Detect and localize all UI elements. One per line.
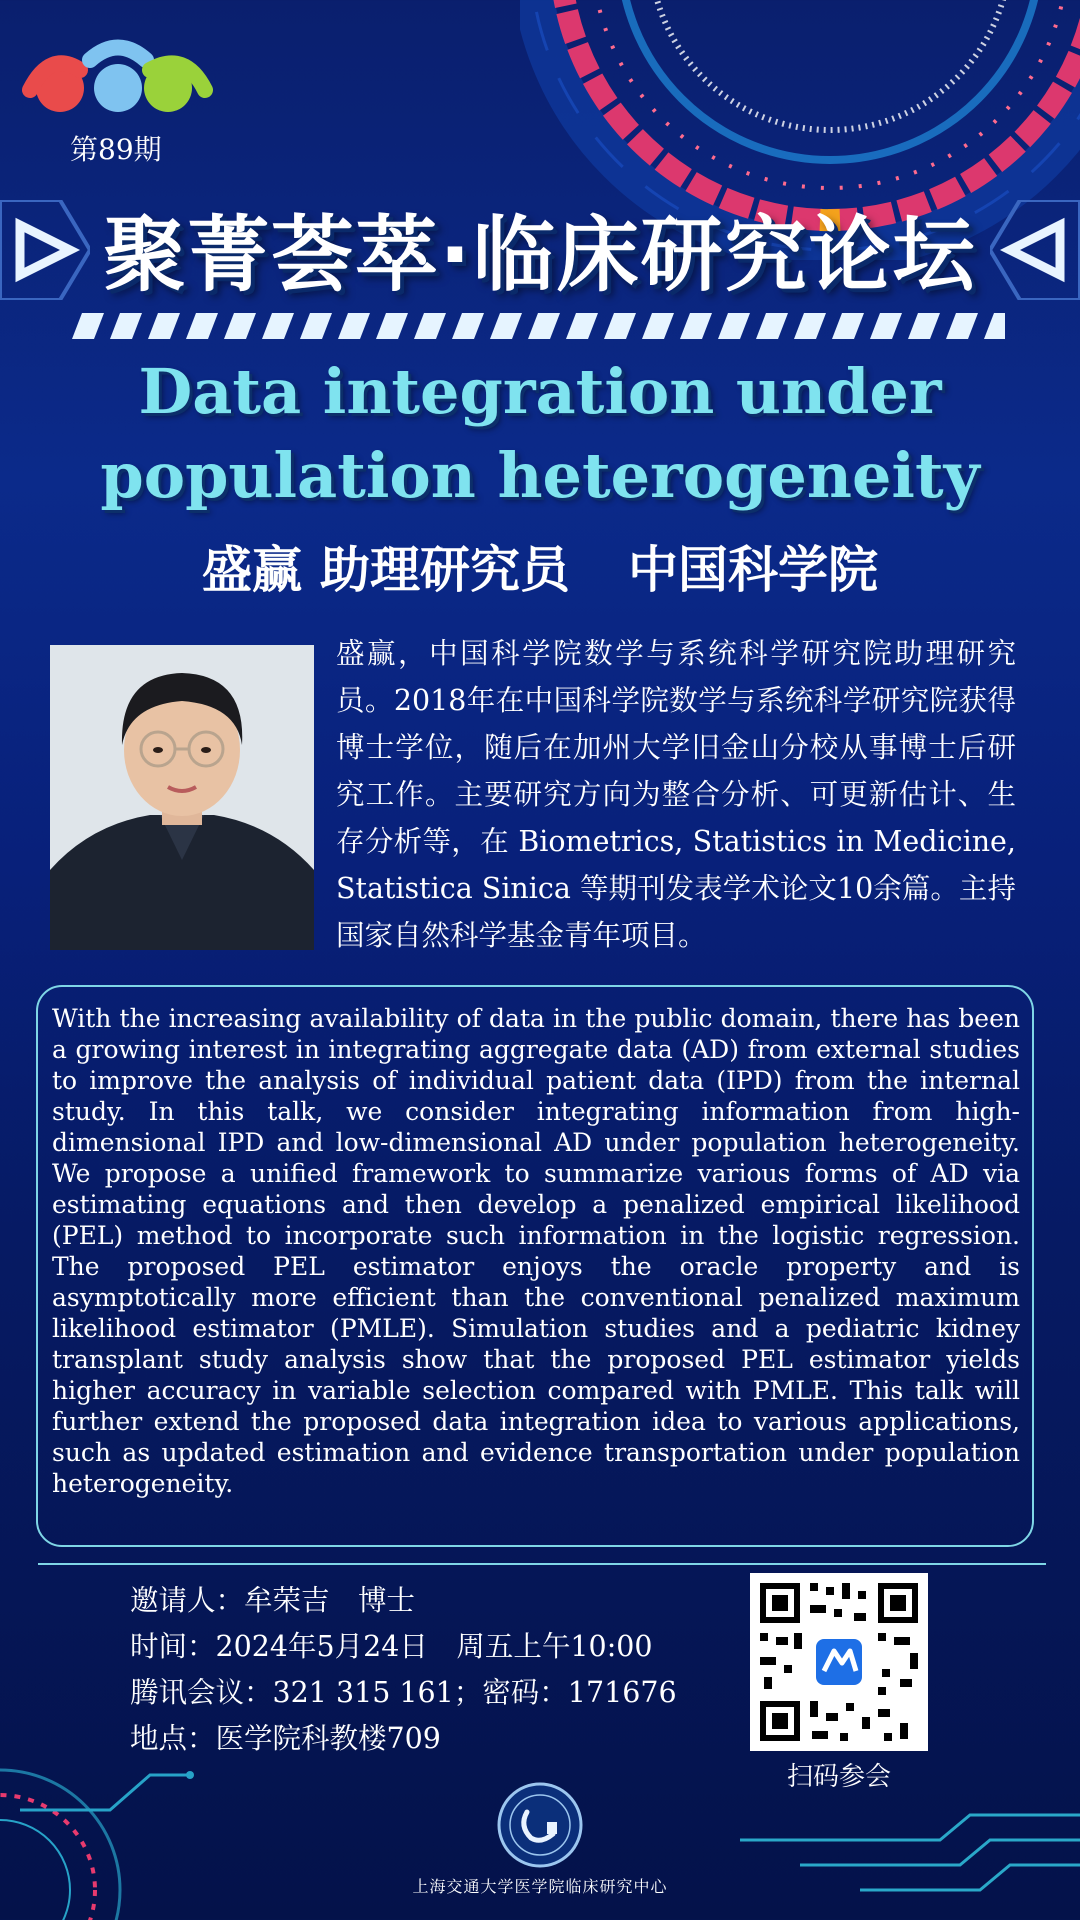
organizer-name: 上海交通大学医学院临床研究中心 [412,1877,668,1896]
speaker-line [0,530,1080,602]
abstract-text: With the increasing availability of data in the public domain, there has been a growing interest in integrating aggregate data (AD) from external studies to improve the analysis of individual patient data (IPD) from the internal study. In this talk, we consider integrating information from high-dimensional IPD and low-dimensional AD under population heterogeneity. We propose a unified framework to summarize various forms of AD via estimating equations and then develop a penalized empirical likelihood (PEL) method to incorporate such information in the logistic regression. The proposed PEL estimator enjoys the oracle property and is asymptotically more efficient than the conventional penalized maximum likelihood estimator (PMLE). Simulation studies and a pediatric kidney transplant study analysis show that the proposed PEL estimator yields higher accuracy in variable selection compared with PMLE. This talk will further extend the proposed data integration idea to various applications, such as updated estimation and evidence transportation under population heterogeneity. [52,1004,1020,1498]
meeting-id: 腾讯会议：321 315 161；密码：171676 [130,1676,677,1709]
forum-logo [20,30,220,130]
event-location: 地点：医学院科教楼709 [130,1722,441,1755]
decorative-circuit-left [0,1700,200,1920]
forum-title: 聚菁荟萃·临床研究论坛 [103,208,977,303]
speaker-title: 助理研究员 [320,541,570,599]
issue-number: 第89期 [70,133,162,166]
qr-label: 扫码参会 [786,1762,891,1792]
university-emblem [497,1782,583,1868]
decorative-circuit-right [740,1810,1080,1920]
speaker-bio: 盛赢，中国科学院数学与系统科学研究院助理研究员。2018年在中国科学院数学与系统科学研究院获得博士学位，随后在加州大学旧金山分校从事博士后研究工作。主要研究方向为整合分析、可更新估计、生存分析等，在 Biometrics, Statistics in Medicine, Statistica Sinica 等期刊发表学术论文10余篇。主持国家自然科学基金青年项目。 [336,637,1016,952]
talk-title-line-2: population heterogeneity [100,439,980,512]
inviter: 邀请人：牟荣吉 博士 [130,1584,416,1617]
event-info [130,1578,677,1762]
talk-title [0,350,1080,518]
qr-code[interactable] [750,1573,928,1751]
speaker-photo [50,645,314,950]
striped-divider [70,313,1005,339]
speaker-affiliation: 中国科学院 [628,541,878,599]
talk-title-line-1: Data integration under [138,355,942,428]
speaker-name: 盛赢 [202,541,302,599]
event-time: 时间：2024年5月24日 周五上午10:00 [130,1630,653,1663]
divider-line [38,1563,1046,1565]
